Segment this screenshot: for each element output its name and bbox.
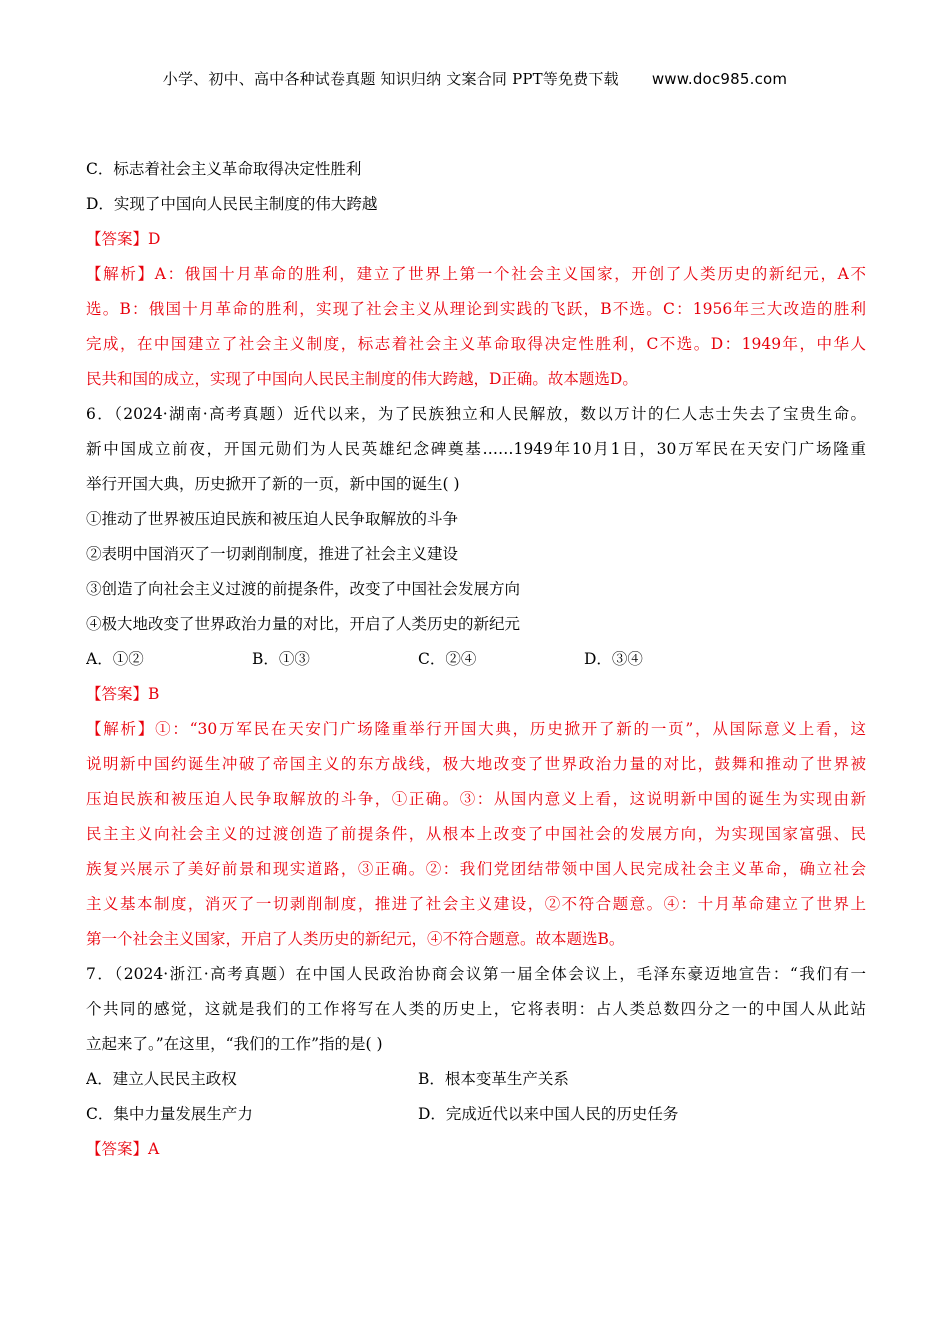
q6-statement: ①推动了世界被压迫民族和被压迫人民争取解放的斗争: [86, 510, 459, 528]
analysis-label: 【解析】: [86, 720, 156, 738]
q7-stem-line: 立起来了。”在这里，“我们的工作”指的是( ): [86, 1035, 383, 1053]
q6-analysis-line: 主义基本制度，消灭了一切剥削制度，推进了社会主义建设，②不符合题意。④：十月革命建立了世界上: [86, 895, 866, 913]
q5-option-d: D．实现了中国向人民民主制度的伟大跨越: [86, 195, 378, 213]
q5-analysis-line: 选。B：俄国十月革命的胜利，实现了社会主义从理论到实践的飞跃，B不选。C：1956年三大改造的胜利: [86, 300, 866, 318]
q7-option-d: D．完成近代以来中国人民的历史任务: [418, 1105, 679, 1123]
q5-analysis-line: 完成，在中国建立了社会主义制度，标志着社会主义革命取得决定性胜利，C不选。D：1949年，中华人: [86, 335, 866, 353]
answer-value: B: [148, 685, 160, 703]
q6-statement: ②表明中国消灭了一切剥削制度，推进了社会主义建设: [86, 545, 459, 563]
q5-analysis-line: 民共和国的成立，实现了中国向人民民主制度的伟大跨越，D正确。故本题选D。: [86, 370, 638, 388]
q6-stem-line: 举行开国大典，历史掀开了新的一页，新中国的诞生( ): [86, 475, 460, 493]
q6-analysis-line: [86, 712, 866, 747]
q6-stem-line: 6．（2024·湖南·高考真题）近代以来，为了民族独立和人民解放，数以万计的仁人志士失去了宝贵生命。: [86, 405, 866, 423]
analysis-text: ①：“30万军民在天安门广场隆重举行开国大典，历史掀开了新的一页”，从国际意义上看，这: [155, 720, 866, 738]
answer-label: 【答案】: [86, 230, 149, 248]
q6-option-a: A．①②: [86, 650, 144, 668]
answer-label: 【答案】: [86, 1140, 149, 1158]
q6-option-d: D．③④: [584, 650, 643, 668]
answer-value: D: [148, 230, 161, 248]
q7-option-c: C．集中力量发展生产力: [86, 1105, 253, 1123]
q5-answer: [86, 222, 866, 257]
q6-analysis-line: 第一个社会主义国家，开启了人类历史的新纪元，④不符合题意。故本题选B。: [86, 930, 625, 948]
analysis-label: 【解析】: [86, 265, 155, 283]
q6-analysis-line: 压迫民族和被压迫人民争取解放的斗争，①正确。③：从国内意义上看，这说明新中国的诞生为实现由新: [86, 790, 866, 808]
q7-options-row: [86, 1097, 866, 1132]
q7-answer: [86, 1132, 866, 1167]
analysis-text: A：俄国十月革命的胜利，建立了世界上第一个社会主义国家，开创了人类历史的新纪元，A不: [154, 265, 866, 283]
q5-analysis-line: [86, 257, 866, 292]
header-site-link[interactable]: www.doc985.com: [651, 70, 788, 88]
q6-option-c: C．②④: [418, 650, 477, 668]
document-body: [86, 152, 866, 1167]
q6-analysis-line: 民主主义向社会主义的过渡创造了前提条件，从根本上改变了中国社会的发展方向，为实现国家富强、民: [86, 825, 866, 843]
q6-analysis-line: 说明新中国约诞生冲破了帝国主义的东方战线，极大地改变了世界政治力量的对比，鼓舞和推动了世界被: [86, 755, 866, 773]
q7-option-a: A．建立人民民主政权: [86, 1070, 237, 1088]
q6-statement: ④极大地改变了世界政治力量的对比，开启了人类历史的新纪元: [86, 615, 521, 633]
q6-answer: [86, 677, 866, 712]
q6-stem-line: 新中国成立前夜，开国元勋们为人民英雄纪念碑奠基……1949年10月1日，30万军民在天安门广场隆重: [86, 440, 866, 458]
q6-statement: ③创造了向社会主义过渡的前提条件，改变了中国社会发展方向: [86, 580, 521, 598]
page-header: [0, 68, 950, 89]
q7-options-row: [86, 1062, 866, 1097]
q6-options: [86, 642, 866, 677]
q6-option-b: B．①③: [252, 650, 310, 668]
answer-label: 【答案】: [86, 685, 149, 703]
q7-option-b: B．根本变革生产关系: [418, 1070, 569, 1088]
q7-stem-line: 个共同的感觉，这就是我们的工作将写在人类的历史上，它将表明：占人类总数四分之一的中国人从此站: [86, 1000, 866, 1018]
q7-stem-line: 7．（2024·浙江·高考真题）在中国人民政治协商会议第一届全体会议上，毛泽东豪迈地宣告：“我们有一: [86, 965, 866, 983]
q5-option-c: C．标志着社会主义革命取得决定性胜利: [86, 160, 362, 178]
answer-value: A: [148, 1140, 160, 1158]
q6-analysis-line: 族复兴展示了美好前景和现实道路，③正确。②：我们党团结带领中国人民完成社会主义革命，确立社会: [86, 860, 866, 878]
header-text: 小学、初中、高中各种试卷真题 知识归纳 文案合同 PPT等免费下载: [162, 70, 619, 88]
